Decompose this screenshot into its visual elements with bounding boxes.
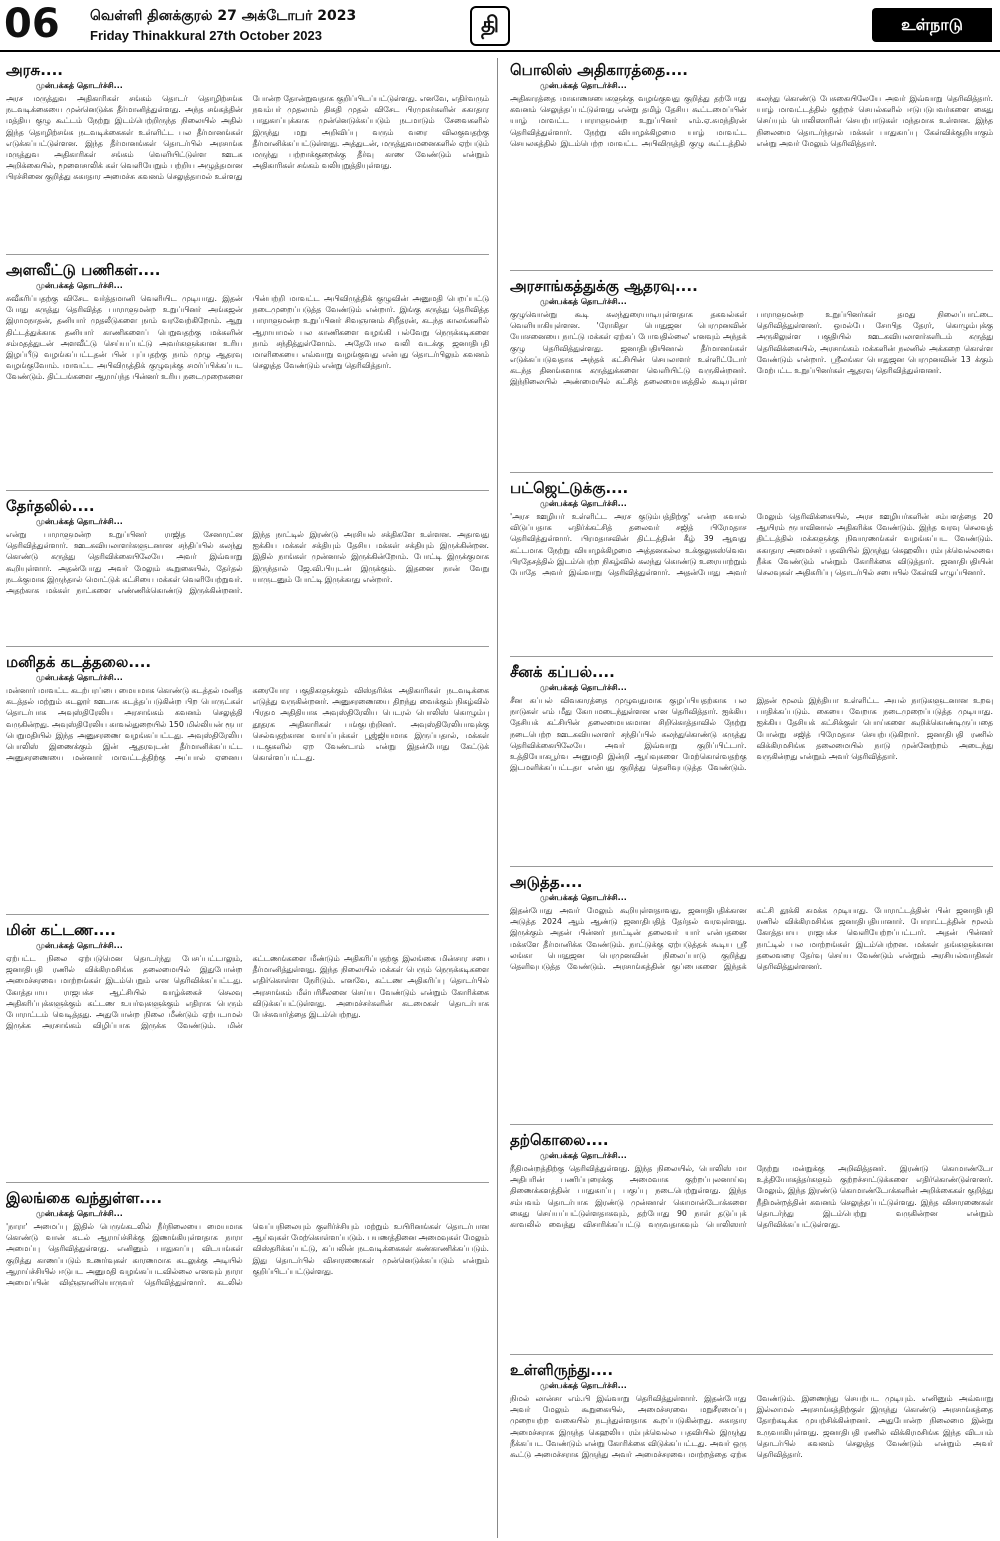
thinakkural-logo: தி xyxy=(470,6,510,46)
continued-label: முன்பக்கத் தொடர்ச்சி... xyxy=(36,1209,123,1218)
story-body xyxy=(510,511,993,578)
english-dateline: Friday Thinakkural 27th October 2023 xyxy=(90,28,322,43)
continued-label: முன்பக்கத் தொடர்ச்சி... xyxy=(36,941,123,950)
story-body xyxy=(6,293,489,383)
story-text: ஏற்பட்ட நிலை ஏற்படுமென தொடர்ந்து பேசப்பட்டாலும், ஜனாதிபதி ரணில் விக்கிரமசிங்க தலைமையில் இதுபோன்ற அமைச்சரவை மாற்றங்கள் இடம்பெறும் என தெரிவிக்கப்பட்டது. கோத்தபாய ராஜபக்ச ஆட்சியில் வாழ்க்கைச் செலவு அதிகரிப்புக்களுக்கும் கட்டண உயர்வுகளுக்கும் எதிராக பெரும் போராட்டம் வெடித்தது. அதுபோன்ற நிலை மீண்டும் ஏற்படாமல் இருக்க அரசாங்கம் விழிப்பாக இருக்க வேண்டும். மின் கட்டணங்களை மீண்டும் அதிகரிப்பதற்கு இலங்கை மின்சார சபை தீர்மானித்துள்ளது. இந்த நிலையில் மக்கள் பெரும் நெருக்கடிகளை எதிர்கொள்ள நேரிடும். எனவே, கட்டண அதிகரிப்பு தொடர்பில் அரசாங்கம் மீள்பரிசீலனை செய்ய வேண்டும் என்றும் கோரிக்கை விடுக்கப்பட்டுள்ளது. அமைச்சர்களின் கடமைகள் தொடர்பாக பேச்சுவார்த்தை இடம்பெற்றது. xyxy=(6,954,489,1031)
story-text: மன்னார் மாவட்ட கடற்பரப்பை மையமாக கொண்டு கடத்தல் மனித கடத்தல் மற்றும் கடலூர் ஊடாக கடத்தப்படுகின்ற பிற பொருட்கள் தொடர்பாக அவுஸ்திரேலிய அரசாங்கம் கவனம் செலுத்தி வருகின்றது. அவுஸ்திரேலிய காவல்துறையில் 150 மில்லியன் ரூபா பெறுமதியில் இந்த அனுசரணை வழங்கப்பட்டது. அவுஸ்திரேலிய பொலிஸ் இணைக்கும் இன் ஆதரவுடன் தீர்மானிக்கப்பட்ட அனுசரணையை மன்னார் மாவட்டத்திற்கு அப்பால் ஏனைய கரையோர பகுதிகளுக்கும் விஸ்தரிக்க அதிகாரிகள் நடவடிக்கை எடுத்து வருகின்றனர். அனுசரணையை திறந்து வைக்கும் நிகழ்வில் பிரதம அதிதியாக அவுஸ்திரேலிய பெடரல் பொலிஸ் கொழும்பு தூதரக அதிகாரிகள் பங்குபற்றினர். அவுஸ்திரேலியாவுக்கு செல்வதற்கான வாய்ப்புக்கள் பூஜ்ஜியமாக இருப்பதால், மக்கள் படகுகளில் ஏற வேண்டாம் என்று இதன்போது கேட்டுக் கொள்ளப்பட்டது. xyxy=(6,686,489,763)
section-tag: உள்நாடு xyxy=(872,8,992,42)
story-body xyxy=(6,529,489,596)
story-arrived-sri-lanka xyxy=(6,1186,489,1538)
continued-label: முன்பக்கத் தொடர்ச்சி... xyxy=(36,673,123,682)
story-body xyxy=(510,93,993,149)
story-body xyxy=(510,1163,993,1230)
story-body xyxy=(6,685,489,763)
story-next xyxy=(510,870,993,1125)
story-body xyxy=(510,905,993,972)
page-number: 06 xyxy=(4,1,60,47)
left-column xyxy=(6,58,489,1538)
story-suicide xyxy=(510,1128,993,1355)
story-headline: பட்ஜெட்டுக்கு.... xyxy=(510,479,629,497)
story-text: அதிகாரத்தை மாகாணசபைகளுக்கு வழங்குவது குறித்து தற்போது கவனம் செலுத்தப்பட்டுள்ளது என்று தமிழ் தேசிய கூட்டமைப்பின் யாழ் மாவட்ட பாராளுமன்ற உறுப்பினர் எம்.ஏ.சுமந்திரன் தெரிவித்துள்ளார். நேற்று வியாழக்கிழமை யாழ் மாவட்ட செயலகத்தில் இடம்பெற்ற மாவட்ட அபிவிருத்தி குழு கூட்டத்தில் கலந்து கொண்டு பேசுகையிலேயே அவர் இவ்வாறு தெரிவித்தார். யாழ் மாவட்டத்தில் குற்றச் செயல்களில் ஈடுபடுபவர்களை கைது செய்யும் பொலிஸாரின் செயற்பாடுகள் மந்தமாக உள்ளன. இந்த நிலைமை தொடர்ந்தால் மக்கள் பாதுகாப்பு கேள்விக்குறியாகும் என்று அவர் மேலும் தெரிவித்தார். xyxy=(510,94,993,148)
story-headline: பொலிஸ் அதிகாரத்தை.... xyxy=(510,61,688,79)
column-divider xyxy=(497,58,498,1538)
continued-label: முன்பக்கத் தொடர்ச்சி... xyxy=(540,683,627,692)
story-text: 'நாரா' அமைப்பு இதில் பெருங்கடலில் நீர்நிலையை மையமாக கொண்டு வான் கடல் ஆராய்ச்சிக்கு இணங்கியுள்ளதாக நாரா அமைப்பு தெரிவித்துள்ளது. எனினும் பாதுகாப்பு விடயங்கள் குறித்து காணப்படும் உணர்வுகள் காரணமாக கடலுக்கு அடியில் ஆராய்ச்சியில் ஈடுபட அனுமதி வழங்கப்படவில்லை எனவும் நாரா அமைப்பின் விஞ்ஞானியொருவர் தெரிவித்துள்ளார். கடலில் வெப்பநிலையும் குளிர்ச்சியும் மற்றும் உயிரினங்கள் தொடர்பான ஆய்வுகள் மேற்கொள்ளப்படும். பயணத்தினை அமைவுகள் மேலும் விஸ்தரிக்கப்பட்டு, கப்பலின் நடவடிக்கைகள் கண்காணிக்கப்படும். இது தொடர்பில் விசாரணைகள் முன்னெடுக்கப்படும் என்றும் குறிப்பிடப்பட்டுள்ளது. xyxy=(6,1222,489,1288)
story-body xyxy=(6,93,489,183)
story-body xyxy=(6,953,489,1031)
story-headline: மனிதக் கடத்தலை.... xyxy=(6,653,152,671)
story-text: நிமல் லான்சா எம்.பி இவ்வாறு தெரிவித்துள்ளார். இதன்போது அவர் மேலும் கூறுகையில், அமைச்சரவை மறுசீரமைப்பு முறையற்ற வகையில் நடந்துள்ளதாக கூறப்படுகின்றது. சுகாதார அமைச்சராக இருந்த கெஹலிய ரம்புக்வெல்ல பதவியில் இருந்து நீக்கப்பட வேண்டும் என்று கோரிக்கை விடுக்கப்பட்டது. அவர் ஒரு கூட்டு அமைச்சராக இருந்து அவர் அமைச்சரவை மாற்றத்தை ஏற்க வேண்டும். இணைந்து செயற்பட முடியும். எனினும் அவ்வாறு இல்லாமல் அரசாங்கத்திற்குள் இருந்து கொண்டு அரசாங்கத்தை தோற்கடிக்க முயற்சிக்கின்றனர். அதுபோன்ற நிலைமை இன்று உருவாகியுள்ளது. ஜனாதிபதி ரணில் விக்கிரமசிங்க இந்த விடயம் தொடர்பில் கவனம் செலுத்த வேண்டும் என்றும் அவர் தெரிவித்தார். xyxy=(510,1394,993,1460)
story-headline: அடுத்த.... xyxy=(510,873,583,891)
story-body xyxy=(510,1393,993,1460)
story-headline: தற்கொலை.... xyxy=(510,1131,609,1149)
story-headline: அரசு.... xyxy=(6,61,63,79)
story-body xyxy=(510,695,993,773)
story-electricity-tariff xyxy=(6,918,489,1183)
story-text: சுவீகரிப்பதற்கு விசேட வர்த்தமானி வெளியிட முடியாது. இதன் போது கருத்து தெரிவித்த பாராளுமன்ற உறுப்பினர் அங்கஜன் இராமநாதன், தனியார் முதலீடுகளை நாம் வரவேற்கிறோம். ஆறு திட்டத்துக்காக தனியார் காணிகளைப் பெறுவதற்கு மக்களின் சம்மதத்துடன் அளவீட்டு செய்யப்பட்டு அவர்களுக்கான உரிய இழப்பீடு வழங்கப்பட்டதன் பின் புப்பதற்கு நாம் முழு ஆதரவு வழங்குவோம். மாவட்ட அபிவிருத்திக் குழுவுக்கு சமர்ப்பிக்கப்பட வேண்டும். திட்டங்களை ஆராய்ந்த பின்னர் உரிய நடைமுறைகளை பின்பற்றி மாவட்ட அபிவிருத்திக் குழுவின் அனுமதி பெறப்பட்டு நடைமுறைப்படுத்த வேண்டும் என்றார். இங்கு கருத்து தெரிவித்த பாராளுமன்ற உறுப்பினர் சிவஞானம் சிறீதரன், கடந்த காலங்களில் ஆராயாமல் பல காணிகளை வழங்கி பல்வேறு நெருக்கடிகளை நாம் சந்தித்துள்ளோம். அதேபோல வலி வடக்கு ஜனாதிபதி மாளிகையை எவ்வாறு வழங்குவது என்பது தொடர்பிலும் கவனம் செலுத்த வேண்டும் என்று தெரிவித்தார். xyxy=(6,294,489,382)
continued-label: முன்பக்கத் தொடர்ச்சி... xyxy=(540,297,627,306)
tamil-dateline: வெள்ளி தினக்குரல் 27 அக்டோபர் 2023 xyxy=(90,8,357,24)
story-survey-work xyxy=(6,258,489,491)
story-budget xyxy=(510,476,993,657)
story-headline: இலங்கை வந்துள்ள.... xyxy=(6,1189,163,1207)
story-text: சீன கப்பல் விவகாரத்தை முழுவதுமாக குழப்பியதற்காக பல நாடுகள் எம் மீது கோபமடைந்துள்ளன என தெரிவித்தார். ஐக்கிய தேசியக் கட்சியின் தலைமையகமான சிறிகொத்தாவில் நேற்று நடைபெற்ற ஊடகவியலாளர் சந்திப்பில் கலந்துகொண்டு கருத்து தெரிவிக்கையிலேயே அவர் இவ்வாறு குறிப்பிட்டார். உத்தியோகபூர்வ அனுமதி இன்றி ஆய்வுகளை மேற்கொள்வதற்கு இடமளிக்கப்பட்டதா என்பது குறித்து தெளிவுபடுத்த வேண்டும். இதன் மூலம் இந்தியா உள்ளிட்ட அயல் நாடுகளுடனான உறவு பாதிக்கப்படும். கையை வேறாக நடைமுறைப்படுத்த முடியாது. ஐக்கிய தேசியக் கட்சிக்குள் பொய்களை கூறிக்கொண்டிருப்பதை போன்று சஜித் பிரேமதாச செயற்படுகிறார். ஜனாதிபதி ரணில் விக்கிரமசிங்க தலைமையில் நாடு முன்னேற்றம் அடைந்து வருகின்றது என்றும் அவர் தெரிவித்தார். xyxy=(510,696,993,773)
continued-label: முன்பக்கத் தொடர்ச்சி... xyxy=(36,517,123,526)
story-chinese-ship xyxy=(510,660,993,867)
right-column xyxy=(510,58,993,1538)
continued-label: முன்பக்கத் தொடர்ச்சி... xyxy=(540,499,627,508)
continued-label: முன்பக்கத் தொடர்ச்சி... xyxy=(540,81,627,90)
story-text: 'அரச ஊழியர் உள்ளிட்ட அரச குடும்பத்திற்கு' என்ற சுவால் விடுப்பதாக எதிர்க்கட்சித் தலைவர் சஜித் பிரேமதாச தெரிவித்துள்ளார். பிரமதாசவின் திட்டத்தின் கீழ் 39 ஆவது கட்டமாக நேற்று வியாழக்கிழமை அத்தனகல்ல உக்குலுகஸ்வெவ பிரதேசத்தில் இடம்பெற்ற நிகழ்வில் கலந்து கொண்டு உரையாற்றும் போதே அவர் இவ்வாறு தெரிவித்துள்ளார். அதன்போது அவர் மேலும் தெரிவிக்கையில், அரச ஊழியர்களின் சம்பளத்தை 20 ஆயிரம் ரூபாவினால் அதிகரிக்க வேண்டும். இந்த வரவு செலவுத் திட்டத்தில் மக்களுக்கு நிவாரணங்கள் வழங்கப்பட வேண்டும். சுகாதார அமைச்சர் பதவியில் இருந்து கெஹலிய ரம்புக்வெல்லவை நீக்க வேண்டும் என்றும் கோரிக்கை விடுத்தார். ஜனாதிபதியின் செலவுகள் அதிகரிப்பு தொடர்பில் சபையில் கேள்வி எழுப்பினார். xyxy=(510,512,993,578)
story-from-within xyxy=(510,1358,993,1538)
story-human-trafficking xyxy=(6,650,489,915)
continued-label: முன்பக்கத் தொடர்ச்சி... xyxy=(36,281,123,290)
story-text: என்று பாராளுமன்ற உறுப்பினர் ராஜித சேனாரட்ன தெரிவித்துள்ளார். ஊடகவியலாளர்களுடனான சந்திப்பில் கலந்து கொண்டு கருத்து தெரிவிக்கையிலேயே அவர் இவ்வாறு கூறியுள்ளார். அதன்போது அவர் மேலும் கூறுகையில், தேர்தல் நடக்குமாக இருந்தால் மொட்டுக் கட்சியை மக்கள் வெளியேற்றுவர். அதற்காக மக்கள் நாட்களை எண்ணிக்கொண்டு இருக்கின்றனர். இந்த நாட்டில் இரண்டு அரசியல் சக்திகளே உள்ளன. அதாவது ஐக்கிய மக்கள் சக்தியும் தேசிய மக்கள் சக்தியும் இருக்கின்றன. இதில் நாங்கள் முன்னால் இருக்கின்றோம். போட்டி இருக்குமாக இருந்தால் ஜே.வி.பியுடன் இருக்கும். இதனை நான் வேறு யாருடனும் போட்டி இருக்காது என்றார். xyxy=(6,530,489,596)
continued-label: முன்பக்கத் தொடர்ச்சி... xyxy=(36,81,123,90)
story-headline: தேர்தலில்.... xyxy=(6,497,95,515)
story-headline: மின் கட்டண.... xyxy=(6,921,116,939)
story-police-powers xyxy=(510,58,993,271)
continued-label: முன்பக்கத் தொடர்ச்சி... xyxy=(540,893,627,902)
story-arasu xyxy=(6,58,489,255)
page-header xyxy=(0,0,1000,52)
story-text: குழுவொன்று கூடி கலந்துரையாடியுள்ளதாக தகவல்கள் வெளியாகியுள்ளன. 'ரோகிதா பொதுஜன பெரமுனவின் யோசனையை நாட்டு மக்கள் ஏற்கப் போவதில்லை' எனவும் அந்தக் குழு தெரிவித்துள்ளது. ஜனாதிபதியினால் தீர்மானங்கள் எடுக்கப்படுவதாக அந்தக் கட்சியின் செயலாளர் உள்ளிட்டோர் கடந்த தினங்களாக கருத்துக்களை வெளியிட்டு வருகின்றனர். இந்நிலையில் அண்மையில் கட்சித் தலைமையகத்தில் கூடியுள்ள பாராளுமன்ற உறுப்பினர்கள் தமது நிலைப்பாட்டை தெரிவித்துள்ளனர். ஒமல்பே சோபித தேரர், கொழும்புக்கு அருகிலுள்ள பகுதியில் ஊடகவியலாளர்களிடம் கருத்து தெரிவிக்கையில், அரசாங்கம் மக்களின் நலனில் அக்கறை கொள்ள வேண்டும் என்றார். ஸ்ரீலங்கா பொதுஜன பெரமுனவின் 13 க்கும் மேற்பட்ட உறுப்பினர்கள் ஆதரவு தெரிவித்துள்ளனர். xyxy=(510,310,993,387)
story-headline: உள்ளிருந்து.... xyxy=(510,1361,614,1379)
story-govt-support xyxy=(510,274,993,473)
story-text: இதன்போது அவர் மேலும் கூறியுள்ளதாவது, ஜனாதிபதிக்கான அடுத்த 2024 ஆம் ஆண்டு ஜனாதிபதித் தேர்தல் வரவுள்ளது. இருக்கும் அதன் பின்னர் நாட்டின் தலைவர் யார் என்பதனை மக்களே தீர்மானிக்க வேண்டும். நாட்டுக்கு ஏற்படுத்தக் கூடிய ஸ்ரீ லங்கா பொதுஜன பெரமுனவின் நிலைப்பாடு குறித்து தெளிவுபடுத்த வேண்டும். அரசாங்கத்தின் குப்பைகளை இந்தக் கட்சி தூக்கி சுமக்க முடியாது. போராட்டத்தின் பின் ஜனாதிபதி ரணில் விக்கிரமசிங்க ஜனாதிபதியானார். போராட்டத்தின் மூலம் கோத்தபாய ராஜபக்ச வெளியேற்றப்பட்டார். அதன் பின்னர் நாட்டில் பல மாற்றங்கள் இடம்பெற்றன. மக்கள் தங்களுக்கான தலைவரை தேர்வு செய்ய வேண்டும் என்றும் அரசியல்வாதிகள் தெரிவித்துள்ளனர். xyxy=(510,906,993,972)
continued-label: முன்பக்கத் தொடர்ச்சி... xyxy=(540,1381,627,1390)
story-body xyxy=(6,1221,489,1288)
story-text: நீதிமன்றத்திற்கு தெரிவித்துள்ளது. இந்த நிலையில், பொலிஸ் மா அதிபரின் பணிப்புரைக்கு அமைவாக குற்றப்புலனாய்வு திணைக்களத்தின் பாதுகாப்பு பகுப்பு நடைபெற்றுள்ளது. இந்த சம்பவம் தொடர்பாக இரண்டு முன்னாள் கொமான்டோக்களை கைது செய்யப்பட்டுள்ளதாகவும், தற்போது 90 நாள் தடுப்புக் காவலில் வைத்து விசாரிக்கப்பட்டு வருவதாகவும் பொலிஸார் நேற்று மன்றுக்கு அறிவித்தனர். இரண்டு கொமாண்டோ உத்தியோகத்தர்களும் குற்றச்சாட்டுக்களை எதிர்கொண்டுள்ளனர். மேலும், இந்த இரண்டு கொமாண்டோக்களின் அறிக்கைகள் குறித்து நீதிமன்றத்தின் கவனம் செலுத்தப்பட்டுள்ளது. இந்த விசாரணைகள் தொடர்ந்து இடம்பெற்று வருகின்றன என்றும் தெரிவிக்கப்பட்டுள்ளது. xyxy=(510,1164,993,1230)
story-headline: அளவீட்டு பணிகள்.... xyxy=(6,261,161,279)
story-body xyxy=(510,309,993,387)
story-headline: அரசாங்கத்துக்கு ஆதரவு.... xyxy=(510,277,698,295)
continued-label: முன்பக்கத் தொடர்ச்சி... xyxy=(540,1151,627,1160)
story-text: அரச மருத்துவ அதிகாரிகள் சங்கம் தொடர் தொழிற்சங்க நடவடிக்கையை முன்னெடுக்க தீர்மானித்துள்ளது. அந்த சங்கத்தின் மத்திய குழு கூட்டம் நேற்று இடம்பெற்றிருந்த நிலையில் அதில் இந்த தொழிற்சங்க நடவடிக்கைகள் உள்ளிட்ட பல தீர்மானங்கள் எடுக்கப்பட்டுள்ளன. இந்த தீர்மானங்கள் தொடர்பில் அரசாங்க மருத்துவ அதிகாரிகள் சங்கம் வெளியிட்டுள்ள ஊடக அறிக்கையில், மூளைசாலிக் கள் வெளியேறும் பற்றிய அழுத்தமான பிரச்சினை குறித்து சுகாதார அமைச்சு கவனம் செலுத்தாமல் உள்ளது போன்ற தோன்றுவதாக குறிப்பிடப்பட்டுள்ளது. எனவே, எதிர்வரும் நவம்பர் முதலாம் திகதி முதல் விசேட பிரமுகர்களின் சுகாதார பாதுகாப்புக்காக முன்னெடுக்கப்படும் நடமாடும் சேவைகளில் இருந்து மறு அறிவிப்பு வரும் வரை விலகுவதற்கு தீர்மானிக்கப்பட்டுள்ளது. அத்துடன், மருத்துவமனைகளில் ஏற்படும் மருந்து பற்றாக்குறைக்கு தீர்வு காண வேண்டும் என்றும் அதிகாரிகள் சங்கம் வலியுறுத்தியுள்ளது. xyxy=(6,94,489,182)
story-headline: சீனக் கப்பல்.... xyxy=(510,663,615,681)
story-election xyxy=(6,494,489,647)
